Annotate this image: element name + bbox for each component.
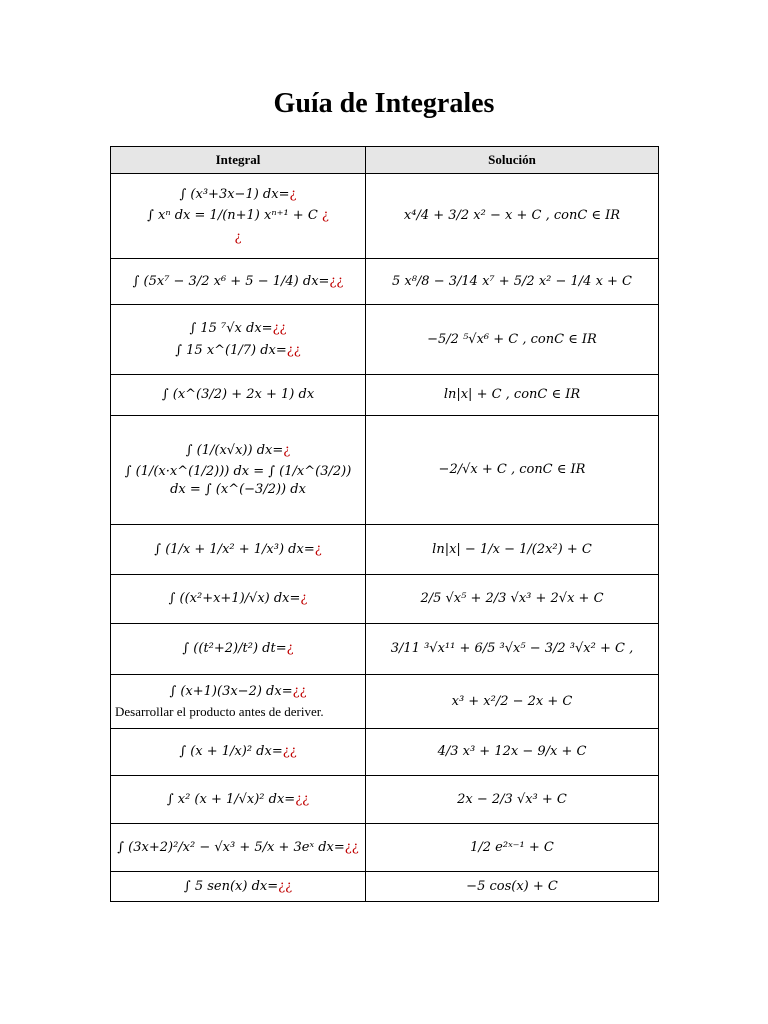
solution-expression: 2/5 √x⁵ + 2/3 √x³ + 2√x + C [420,591,604,607]
solution-cell [366,729,659,776]
solution-cell [366,624,659,675]
integral-cell [111,416,366,525]
integral-expression: ∫ (1/(x·x^(1/2))) dx = ∫ (1/x^(3/2)) dx = ∫ (x^(−3/2)) dx [124,464,352,497]
integral-expression: ¿ [234,229,242,245]
table-row [111,305,659,375]
integral-expression: ∫ (x + 1/x)² dx=¿¿ [179,744,297,760]
solution-expression: −2/√x + C , conC ∈ IR [438,462,586,478]
solution-cell [366,575,659,624]
integral-expression: ∫ 15 x^(1/7) dx=¿¿ [175,342,301,358]
integral-expression: ∫ (x³+3x−1) dx=¿ [179,186,297,202]
integral-expression: ∫ ((t²+2)/t²) dt=¿ [182,641,294,657]
table-body [111,174,659,902]
solution-expression: ln|x| − 1/x − 1/(2x²) + C [432,541,592,557]
solution-cell [366,872,659,902]
integral-expression: ∫ (3x+2)²/x² − √x³ + 5/x + 3eˣ dx=¿¿ [117,839,359,855]
table-row [111,525,659,575]
table-row [111,729,659,776]
solution-cell [366,776,659,824]
solution-cell [366,525,659,575]
solution-cell [366,305,659,375]
solution-expression: ln|x| + C , conC ∈ IR [443,387,581,403]
solution-cell [366,824,659,872]
header-solution: Solución [366,147,659,174]
integral-cell [111,525,366,575]
solution-cell [366,416,659,525]
table-row [111,575,659,624]
integral-cell [111,675,366,729]
integral-expression: ∫ (x+1)(3x−2) dx=¿¿ [169,683,307,699]
solution-expression: −5 cos(x) + C [466,878,558,894]
integral-cell [111,729,366,776]
solution-expression: x³ + x²/2 − 2x + C [451,693,573,709]
integral-cell [111,305,366,375]
table-row [111,259,659,305]
header-integral: Integral [111,147,366,174]
integral-cell [111,824,366,872]
integral-note: Desarrollar el producto antes de deriver. [115,704,324,720]
solution-expression: 2x − 2/3 √x³ + C [457,791,567,807]
solution-expression: 4/3 x³ + 12x − 9/x + C [437,744,587,760]
table-row [111,776,659,824]
table-row [111,375,659,416]
integral-expression: ∫ (1/(x√x)) dx=¿ [185,442,291,458]
solution-cell [366,675,659,729]
solution-cell [366,174,659,259]
table-row [111,872,659,902]
solution-cell [366,375,659,416]
integral-cell [111,174,366,259]
solution-expression: −5/2 ⁵√x⁶ + C , conC ∈ IR [427,331,597,347]
integral-expression: ∫ (1/x + 1/x² + 1/x³) dx=¿ [154,541,322,557]
integral-cell [111,575,366,624]
integral-expression: ∫ (x^(3/2) + 2x + 1) dx [161,387,315,403]
integral-expression: ∫ ((x²+x+1)/√x) dx=¿ [168,591,308,607]
integral-cell [111,375,366,416]
table-row [111,675,659,729]
integrals-table [110,146,659,902]
table-header-row [111,147,659,174]
table-row [111,824,659,872]
integral-expression: ∫ x² (x + 1/√x)² dx=¿¿ [166,791,310,807]
table-row [111,174,659,259]
integral-cell [111,872,366,902]
integral-expression: ∫ 15 ⁷√x dx=¿¿ [189,320,287,336]
integral-expression: ∫ 5 sen(x) dx=¿¿ [183,878,293,894]
table-row [111,416,659,525]
solution-expression: 5 x⁸/8 − 3/14 x⁷ + 5/2 x² − 1/4 x + C [391,273,633,289]
integral-cell [111,776,366,824]
integral-cell [111,624,366,675]
solution-expression: x⁴/4 + 3/2 x² − x + C , conC ∈ IR [403,208,621,224]
solution-expression: 3/11 ³√x¹¹ + 6/5 ³√x⁵ − 3/2 ³√x² + C , [390,641,634,657]
integral-cell [111,259,366,305]
solution-cell [366,259,659,305]
integral-expression: ∫ xⁿ dx = 1/(n+1) xⁿ⁺¹ + C ¿ [147,208,329,224]
table-row [111,624,659,675]
page-title: Guía de Integrales [273,88,495,119]
integral-expression: ∫ (5x⁷ − 3/2 x⁶ + 5 − 1/4) dx=¿¿ [132,273,344,289]
solution-expression: 1/2 e²ˣ⁻¹ + C [470,839,554,855]
